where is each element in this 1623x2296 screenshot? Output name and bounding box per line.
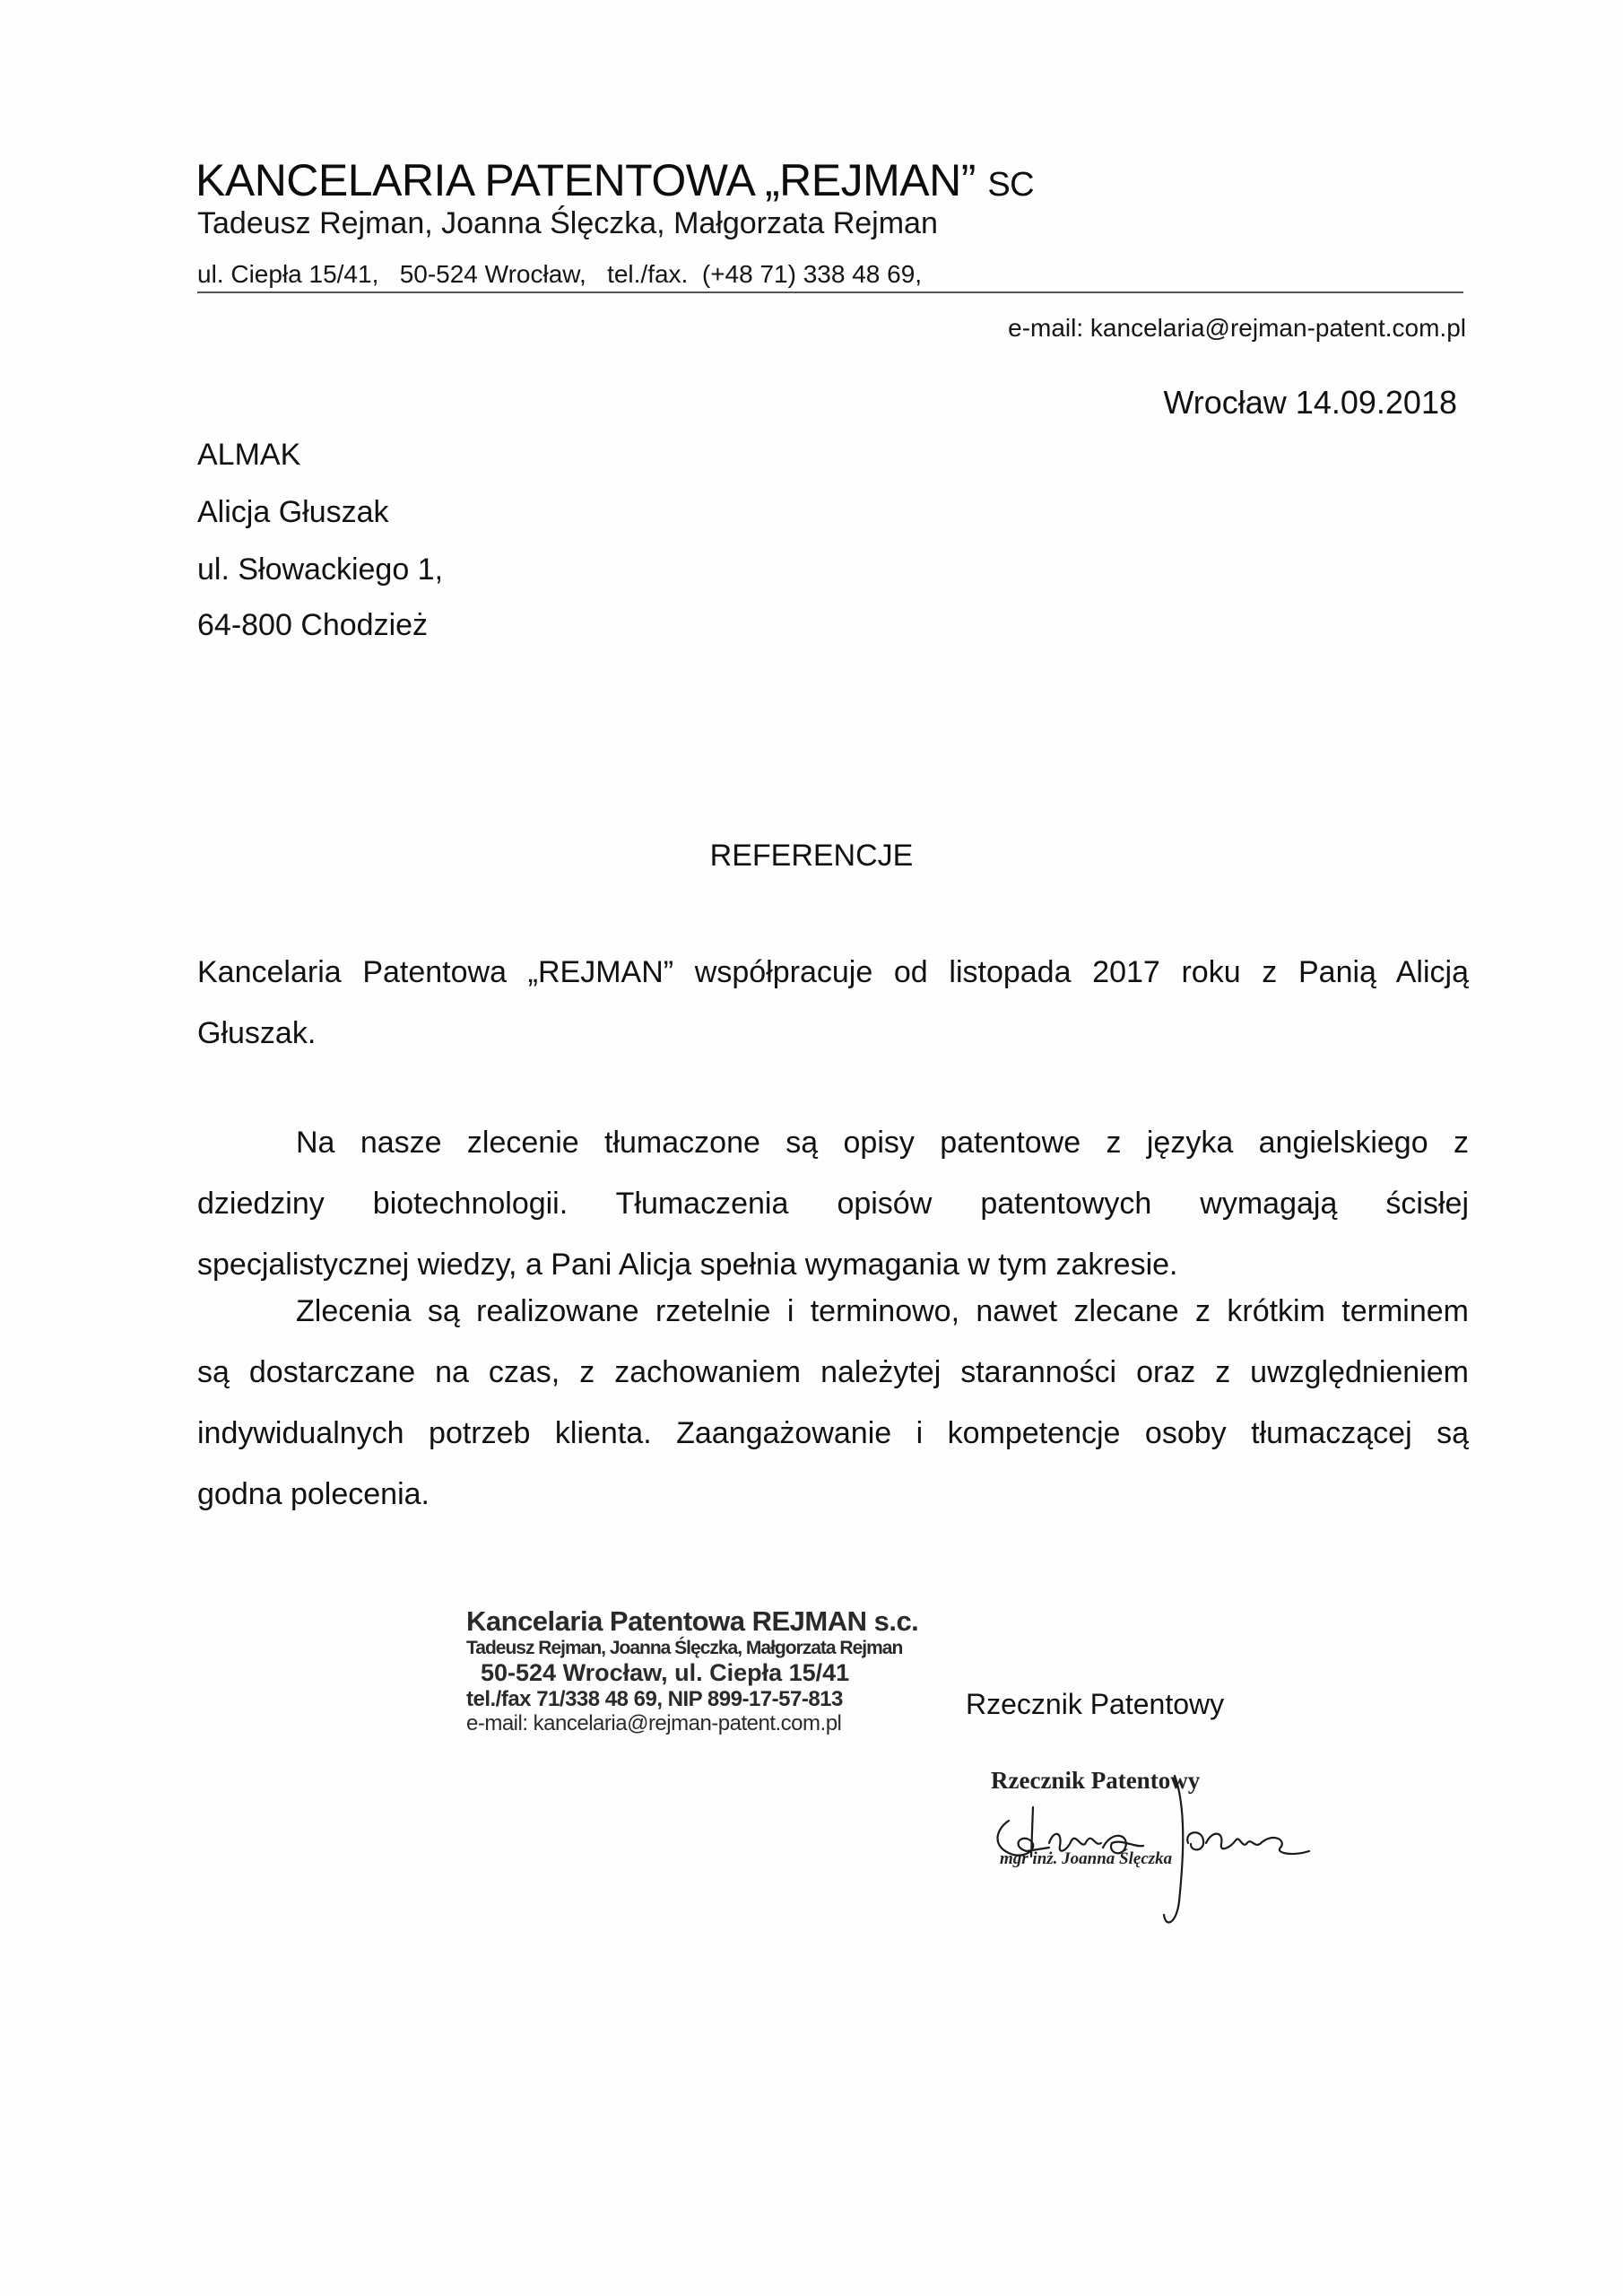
paragraph-1 <box>197 942 1469 1064</box>
paragraph-3 <box>197 1281 1469 1525</box>
paragraph-line: Głuszak. <box>197 1016 317 1050</box>
paragraph-line: Kancelaria Patentowa „REJMAN” współpracuje od listopada 2017 roku z Panią Alicją <box>197 955 1469 989</box>
signatory-role: Rzecznik Patentowy <box>966 1688 1225 1720</box>
paragraph-line: dziedziny biotechnologii. Tłumaczenia opisów patentowych wymagają ścisłej <box>197 1187 1469 1221</box>
stamp-line-email: e-mail: kancelaria@rejman-patent.com.pl <box>466 1711 842 1736</box>
signature-stamp-name: mgr inż. Joanna Ślęczka <box>1000 1849 1173 1868</box>
letter-date: Wrocław 14.09.2018 <box>1163 384 1457 421</box>
letterhead-email: e-mail: kancelaria@rejman-patent.com.pl <box>1008 314 1466 342</box>
stamp-line-partners: Tadeusz Rejman, Joanna Ślęczka, Małgorzata Rejman <box>466 1637 903 1658</box>
paragraph-line: są dostarczane na czas, z zachowaniem należytej staranności oraz z uwzględnieniem <box>197 1355 1469 1389</box>
paragraph-line: Zlecenia są realizowane rzetelnie i terminowo, nawet zlecane z krótkim terminem <box>296 1294 1469 1328</box>
stamp-line-phone-nip: tel./fax 71/338 48 69, NIP 899-17-57-813 <box>466 1686 843 1711</box>
document-title: REFERENCJE <box>709 839 914 873</box>
letterhead-partners: Tadeusz Rejman, Joanna Ślęczka, Małgorzata Rejman <box>197 206 938 240</box>
stamp-line-address: 50-524 Wrocław, ul. Ciepła 15/41 <box>481 1658 850 1686</box>
letterhead-divider <box>197 291 1463 293</box>
recipient-street: ul. Słowackiego 1, <box>197 552 444 587</box>
paragraph-2 <box>197 1112 1469 1295</box>
recipient-name: Alicja Głuszak <box>197 495 389 529</box>
paragraph-line: godna polecenia. <box>197 1477 430 1511</box>
recipient-city: 64-800 Chodzież <box>197 608 429 642</box>
paragraph-line: Na nasze zlecenie tłumaczone są opisy patentowe z języka angielskiego z <box>296 1126 1469 1160</box>
letterhead-address: ul. Ciepła 15/41, 50-524 Wrocław, tel./fax. (+48 71) 338 48 69, <box>197 260 923 288</box>
handwritten-signature-icon <box>977 1758 1390 1937</box>
stamp-line-firm: Kancelaria Patentowa REJMAN s.c. <box>466 1605 919 1637</box>
letterhead-firm-name <box>195 154 1034 206</box>
firm-name-text: KANCELARIA PATENTOWA „REJMAN” <box>195 155 976 205</box>
company-stamp <box>466 1605 919 1736</box>
recipient-company: ALMAK <box>197 438 301 472</box>
paragraph-line: specjalistycznej wiedzy, a Pani Alicja spełnia wymagania w tym zakresie. <box>197 1248 1178 1282</box>
paragraph-line: indywidualnych potrzeb klienta. Zaangażowanie i kompetencje osoby tłumaczącej są <box>197 1416 1469 1450</box>
firm-suffix: SC <box>987 166 1035 204</box>
signature-stamp-title: Rzecznik Patentowy <box>991 1767 1201 1794</box>
